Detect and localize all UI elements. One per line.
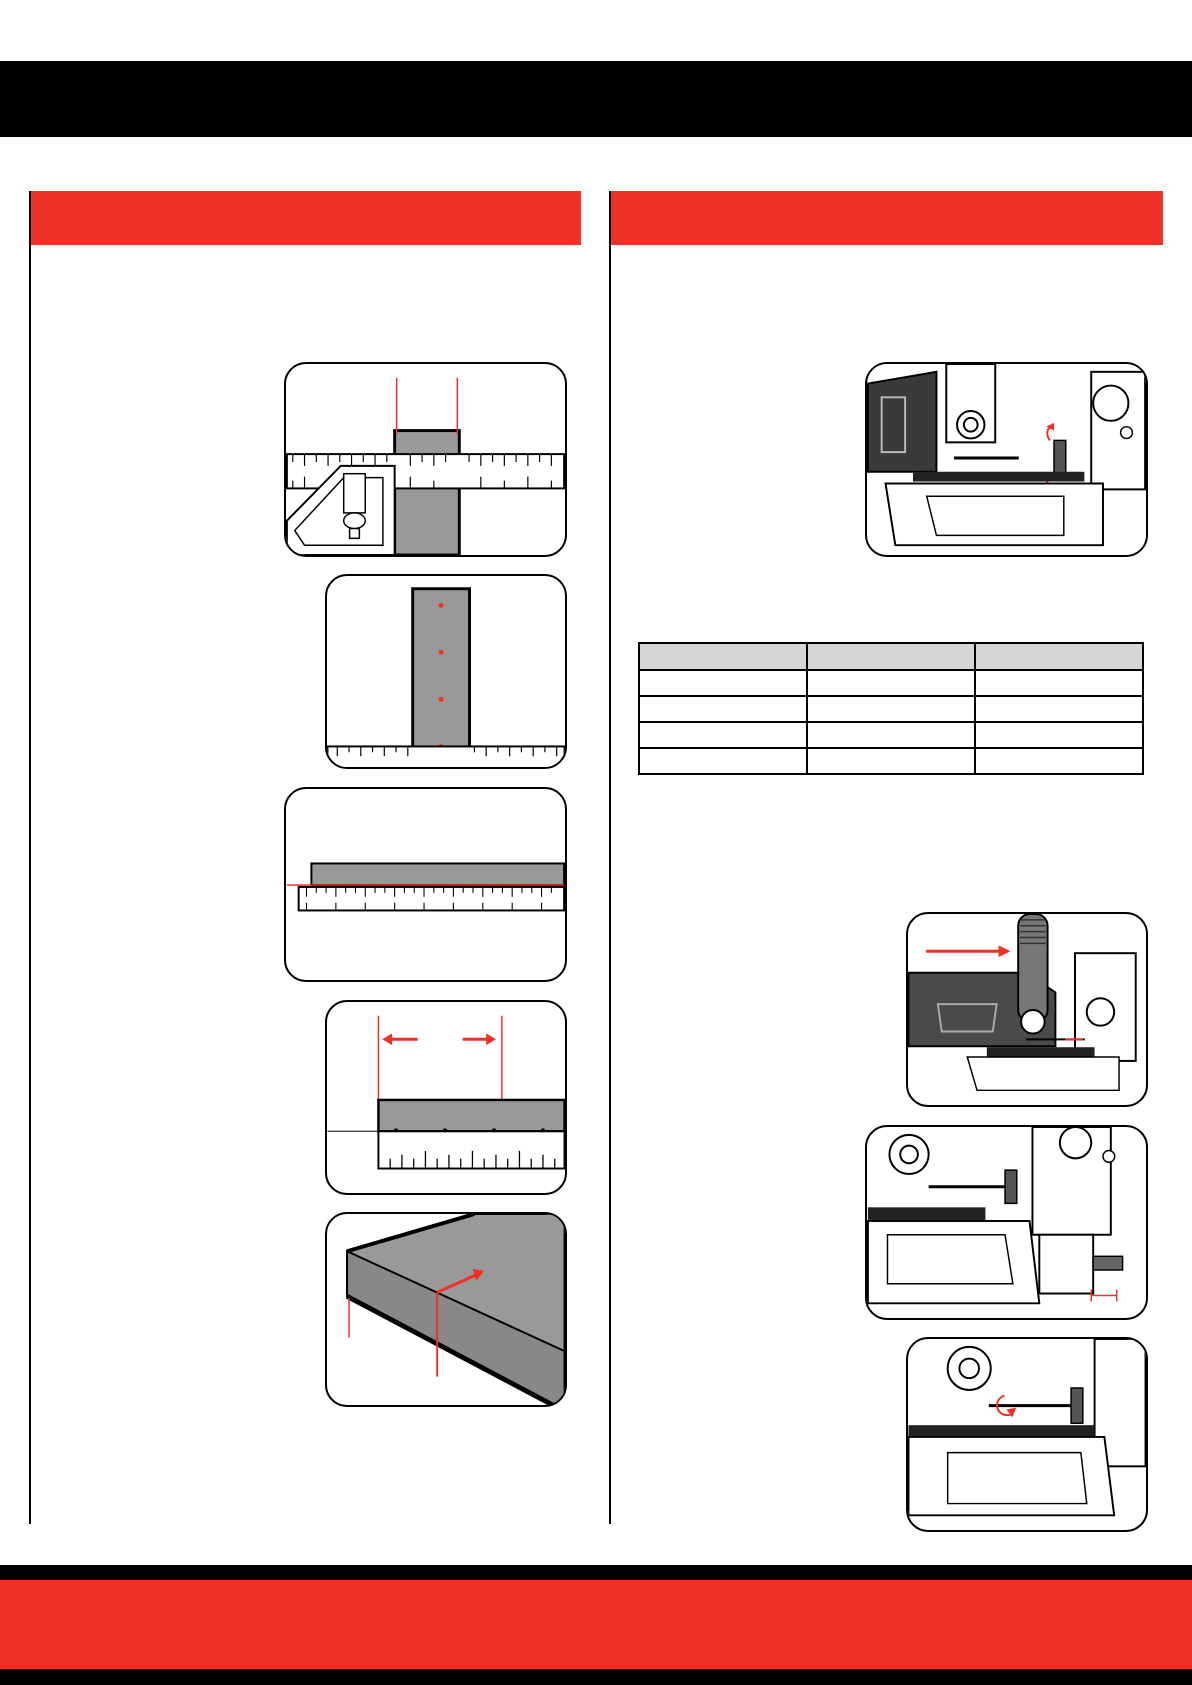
table-cell — [807, 670, 975, 696]
depth-knob — [1054, 440, 1066, 475]
spacing-arrows-drawing — [327, 1002, 565, 1193]
table-cell — [975, 748, 1143, 774]
figure-handle-push — [906, 912, 1148, 1107]
table-row — [639, 670, 1143, 696]
table-header-cell — [975, 643, 1143, 670]
table-header-cell — [807, 643, 975, 670]
table-cell — [639, 748, 807, 774]
board-plank — [378, 1100, 564, 1131]
left-column-heading — [31, 191, 581, 245]
figure-board-center-marks — [325, 574, 567, 769]
table-cell — [807, 748, 975, 774]
brush-strip — [913, 472, 1084, 482]
arrow-left-icon — [382, 1033, 417, 1045]
blade-housing — [1039, 1235, 1093, 1294]
table-cell — [975, 670, 1143, 696]
depth-measure-icon — [1091, 1290, 1116, 1302]
table-row — [639, 696, 1143, 722]
figure-spacing-arrows — [325, 1000, 567, 1195]
rod-tip — [1093, 1256, 1122, 1270]
board-center-marks-drawing — [327, 576, 565, 767]
scale-strip — [299, 887, 564, 911]
base-plate — [868, 1221, 1039, 1303]
center-mark-3 — [439, 697, 444, 702]
motor-housing — [868, 372, 937, 472]
pivot-bolt — [900, 1146, 918, 1164]
header-band — [0, 61, 1192, 137]
table-row — [639, 722, 1143, 748]
base-plate — [967, 1057, 1119, 1090]
board-block — [395, 431, 460, 555]
spec-table — [638, 642, 1144, 775]
star-knob — [1093, 386, 1128, 421]
table-cell — [807, 722, 975, 748]
lever-pivot — [1021, 1010, 1045, 1034]
table-cell — [639, 722, 807, 748]
figure-fence-scale-center-mark — [284, 362, 567, 557]
table-cell — [807, 696, 975, 722]
left-column-rule — [29, 191, 31, 1524]
brush-strip — [987, 1047, 1095, 1057]
knob-head — [344, 513, 366, 529]
center-mark-1 — [439, 603, 444, 608]
table-header-row — [639, 643, 1143, 670]
table-cell — [975, 722, 1143, 748]
figure-board-edge-on-scale — [284, 787, 567, 982]
brush-strip — [868, 1207, 986, 1221]
center-mark-2 — [439, 650, 444, 655]
scale-strip — [378, 1131, 564, 1168]
board-corner-drawing — [327, 1214, 565, 1405]
figure-depth-rod-rotate — [906, 1337, 1148, 1532]
brush-strip — [908, 1425, 1094, 1437]
right-column-heading — [611, 191, 1163, 245]
board-edge-drawing — [286, 789, 565, 980]
fence-scale-drawing — [286, 364, 565, 555]
right-column-rule — [609, 191, 611, 1524]
board-plank — [311, 863, 564, 885]
scale-strip — [327, 746, 564, 767]
footer-red-stripe — [0, 1580, 1192, 1669]
figure-depth-adjust-knob — [865, 362, 1148, 557]
depth-rod-rotate-drawing — [908, 1339, 1146, 1530]
table-cell — [975, 696, 1143, 722]
table-row — [639, 748, 1143, 774]
depth-knob-drawing — [867, 364, 1146, 555]
figure-depth-stop-rod — [865, 1125, 1148, 1320]
pivot-bolt — [964, 418, 978, 432]
push-arrow-icon — [926, 945, 1010, 957]
knob-tip — [350, 529, 360, 539]
lever-handle — [1018, 914, 1047, 1022]
depth-stop-drawing — [867, 1127, 1146, 1318]
star-knob — [1087, 998, 1114, 1025]
board-strip — [413, 589, 470, 767]
pivot-bolt — [959, 1359, 979, 1379]
arrow-right-icon — [463, 1033, 496, 1045]
depth-knob — [1005, 1170, 1017, 1203]
knob-stem — [344, 474, 366, 513]
screw-head — [1121, 427, 1133, 439]
handle-push-drawing — [908, 914, 1146, 1105]
table-cell — [639, 670, 807, 696]
star-knob — [1060, 1127, 1091, 1158]
figure-board-corner — [325, 1212, 567, 1407]
table-header-cell — [639, 643, 807, 670]
depth-knob — [1071, 1388, 1083, 1423]
screw-head — [1103, 1151, 1115, 1163]
table-cell — [639, 696, 807, 722]
